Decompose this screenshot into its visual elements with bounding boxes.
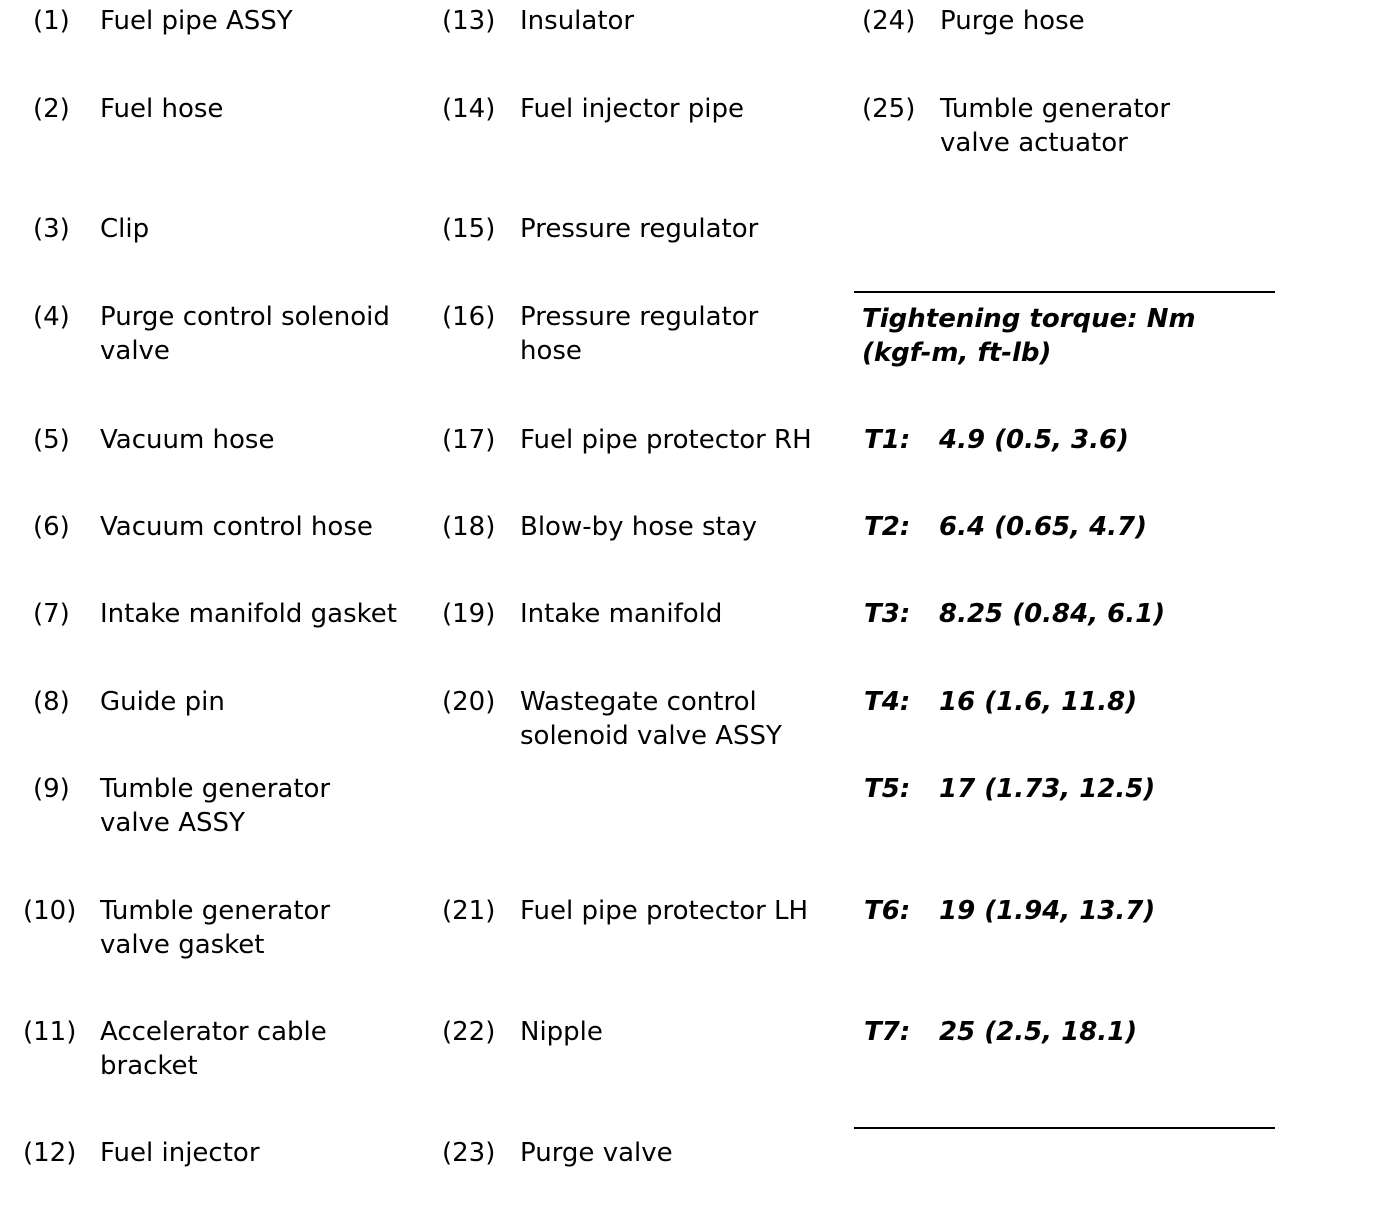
part-name: Intake manifold xyxy=(520,599,723,629)
part-number: (14) xyxy=(442,94,496,124)
part-number: (24) xyxy=(862,6,916,36)
torque-label: T3: xyxy=(864,599,911,629)
part-name: Nipple xyxy=(520,1017,603,1047)
part-number: (10) xyxy=(23,896,77,926)
part-name: Tumble generator valve gasket xyxy=(100,896,331,960)
torque-label: T2: xyxy=(864,512,911,542)
part-number: (17) xyxy=(442,425,496,455)
part-name: Accelerator cable bracket xyxy=(100,1017,327,1081)
part-number: (1) xyxy=(33,6,70,36)
part-name: Intake manifold gasket xyxy=(100,599,397,629)
torque-value: 25 (2.5, 18.1) xyxy=(939,1017,1138,1047)
part-name: Vacuum control hose xyxy=(100,512,373,542)
part-name: Pressure regulator hose xyxy=(520,302,759,366)
torque-value: 17 (1.73, 12.5) xyxy=(939,774,1156,804)
part-number: (12) xyxy=(23,1138,77,1168)
torque-value: 8.25 (0.84, 6.1) xyxy=(939,599,1166,629)
part-name: Tumble generator valve actuator xyxy=(940,94,1171,158)
torque-label: T7: xyxy=(864,1017,911,1047)
part-number: (19) xyxy=(442,599,496,629)
part-number: (20) xyxy=(442,687,496,717)
part-number: (18) xyxy=(442,512,496,542)
part-number: (3) xyxy=(33,214,70,244)
part-name: Fuel pipe ASSY xyxy=(100,6,293,36)
torque-top-rule xyxy=(854,291,1275,293)
part-number: (23) xyxy=(442,1138,496,1168)
part-name: Wastegate control solenoid valve ASSY xyxy=(520,687,782,751)
part-number: (6) xyxy=(33,512,70,542)
part-name: Fuel injector xyxy=(100,1138,260,1168)
part-name: Fuel pipe protector RH xyxy=(520,425,812,455)
part-name: Fuel injector pipe xyxy=(520,94,744,124)
torque-label: T6: xyxy=(864,896,911,926)
part-number: (25) xyxy=(862,94,916,124)
torque-value: 4.9 (0.5, 3.6) xyxy=(939,425,1129,455)
torque-label: T1: xyxy=(864,425,911,455)
torque-label: T4: xyxy=(864,687,911,717)
part-number: (4) xyxy=(33,302,70,332)
part-number: (16) xyxy=(442,302,496,332)
torque-value: 16 (1.6, 11.8) xyxy=(939,687,1138,717)
part-number: (15) xyxy=(442,214,496,244)
torque-bottom-rule xyxy=(854,1127,1275,1129)
part-name: Fuel hose xyxy=(100,94,224,124)
part-name: Purge hose xyxy=(940,6,1085,36)
part-name: Vacuum hose xyxy=(100,425,275,455)
part-name: Purge valve xyxy=(520,1138,673,1168)
part-name: Fuel pipe protector LH xyxy=(520,896,809,926)
part-number: (13) xyxy=(442,6,496,36)
part-name: Guide pin xyxy=(100,687,225,717)
torque-heading: Tightening torque: Nm (kgf-m, ft-lb) xyxy=(862,304,1196,368)
part-name: Tumble generator valve ASSY xyxy=(100,774,331,838)
part-number: (9) xyxy=(33,774,70,804)
part-name: Blow-by hose stay xyxy=(520,512,758,542)
part-number: (22) xyxy=(442,1017,496,1047)
part-number: (7) xyxy=(33,599,70,629)
part-number: (5) xyxy=(33,425,70,455)
part-number: (2) xyxy=(33,94,70,124)
part-name: Pressure regulator xyxy=(520,214,759,244)
part-name: Clip xyxy=(100,214,150,244)
torque-value: 19 (1.94, 13.7) xyxy=(939,896,1156,926)
part-name: Insulator xyxy=(520,6,635,36)
part-number: (8) xyxy=(33,687,70,717)
part-name: Purge control solenoid valve xyxy=(100,302,390,366)
part-number: (11) xyxy=(23,1017,77,1047)
torque-label: T5: xyxy=(864,774,911,804)
torque-value: 6.4 (0.65, 4.7) xyxy=(939,512,1148,542)
part-number: (21) xyxy=(442,896,496,926)
